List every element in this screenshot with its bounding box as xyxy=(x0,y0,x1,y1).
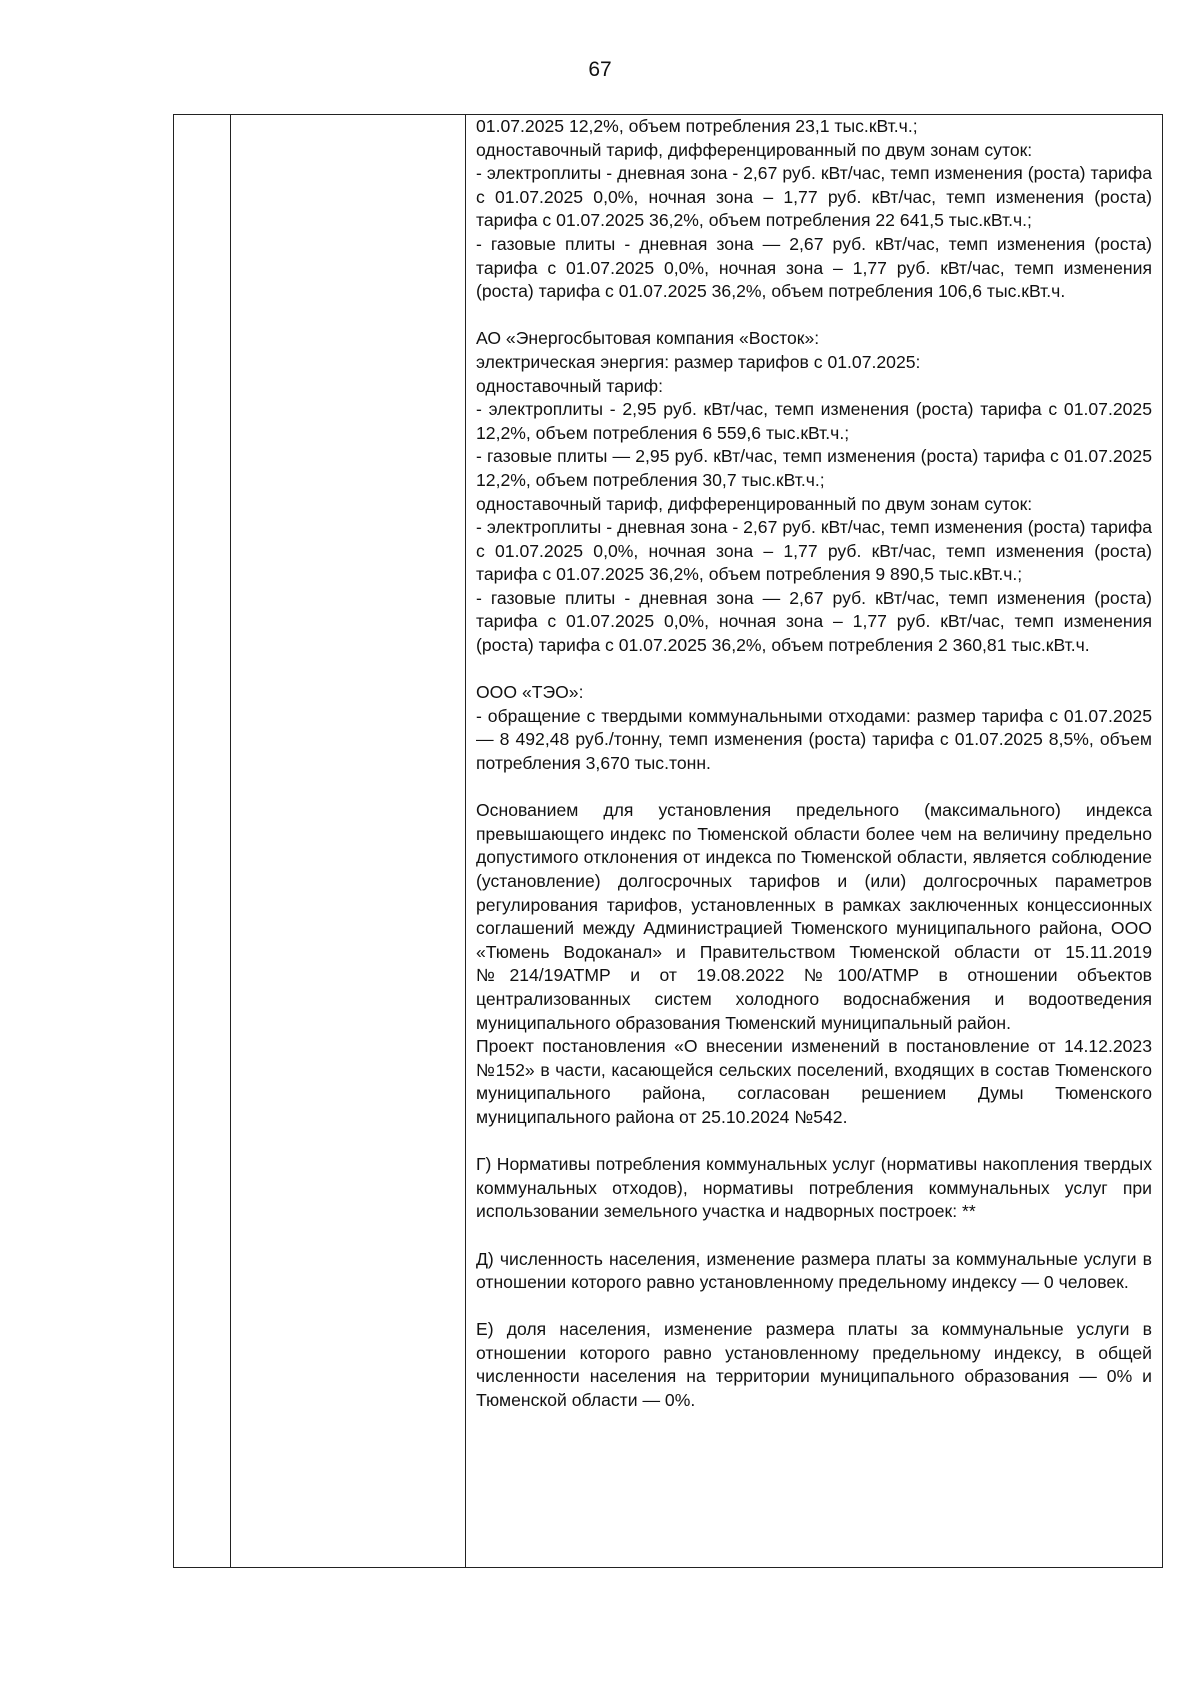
text-line: 01.07.2025 12,2%, объем потребления 23,1 тыс.кВт.ч.; xyxy=(476,116,918,136)
text-line: АО «Энергосбытовая компания «Восток»: xyxy=(476,328,820,349)
text-block-basis xyxy=(476,799,1152,1129)
text-block-e-share xyxy=(476,1318,1152,1412)
text-block-d-population xyxy=(476,1248,1152,1295)
text-block-vostok xyxy=(476,327,1152,657)
text-line: одноставочный тариф, дифференцированный по двум зонам суток: xyxy=(476,493,1033,514)
text-line: - электроплиты - дневная зона - 2,67 руб. кВт/час, темп изменения (роста) тарифа с 01.07.2025 0,0%, ночная зона – 1,77 руб. кВт/час, темп изменения (роста) тарифа с 01.07.2025 36,2%, объем потребления 9 890,5 тыс.кВт.ч.; xyxy=(476,517,1152,585)
text-line: одноставочный тариф, дифференцированный по двум зонам суток: xyxy=(476,139,1033,160)
text-line: - обращение с твердыми коммунальными отходами: размер тарифа с 01.07.2025 — 8 492,48 руб./тонну, темп изменения (роста) тарифа с 01.07.2025 8,5%, объем потребления 3,670 тыс.тонн. xyxy=(476,705,1152,774)
text-line: Д) численность населения, изменение размера платы за коммунальные услуги в отношении которого равно установленному предельному индексу — 0 человек. xyxy=(476,1248,1152,1293)
text-block-tariffs-continued xyxy=(476,115,1152,304)
text-line: - газовые плиты - дневная зона — 2,67 руб. кВт/час, темп изменения (роста) тарифа с 01.07.2025 0,0%, ночная зона – 1,77 руб. кВт/час, темп изменения (роста) тарифа с 01.07.2025 36,2%, объем потребления 2 360,81 тыс.кВт.ч. xyxy=(476,587,1152,656)
table-column-number xyxy=(174,115,231,1567)
text-line: - электроплиты - дневная зона - 2,67 руб. кВт/час, темп изменения (роста) тарифа с 01.07.2025 0,0%, ночная зона – 1,77 руб. кВт/час, темп изменения (роста) тарифа с 01.07.2025 36,2%, объем потребления 22 641,5 тыс.кВт.ч.; xyxy=(476,163,1152,231)
text-line: Г) Нормативы потребления коммунальных услуг (нормативы накопления твердых коммунальных отходов), нормативы потребления коммунальных услуг при использовании земельного участка и надворных построек: ** xyxy=(476,1154,1152,1222)
table-column-name xyxy=(231,115,466,1567)
text-block-g-norms xyxy=(476,1153,1152,1224)
text-line: Проект постановления «О внесении изменений в постановление от 14.12.2023 №152» в части, касающейся сельских поселений, входящих в состав Тюменского муниципального района, согласован решением Думы Тюменского муниципального района от 25.10.2024 №542. xyxy=(476,1036,1152,1127)
text-line: одноставочный тариф: xyxy=(476,375,664,396)
text-line: Е) доля населения, изменение размера платы за коммунальные услуги в отношении которого равно установленному предельному индексу, в общей численности населения на территории муниципального образования — 0% и Тюменской области — 0%. xyxy=(476,1319,1152,1411)
content-table xyxy=(173,114,1163,1568)
text-line: - электроплиты - 2,95 руб. кВт/час, темп изменения (роста) тарифа с 01.07.2025 12,2%, объем потребления 6 559,6 тыс.кВт.ч.; xyxy=(476,399,1152,443)
text-line: - газовые плиты — 2,95 руб. кВт/час, темп изменения (роста) тарифа с 01.07.2025 12,2%, объем потребления 30,7 тыс.кВт.ч.; xyxy=(476,446,1152,490)
text-line: Основанием для установления предельного (максимального) индекса превышающего индекс по Тюменской области более чем на величину предельно допустимого отклонения от индекса по Тюменской области, является соблюдение (установление) долгосрочных тарифов и (или) долгосрочных параметров регулирования тарифов, установленных в рамках заключенных концессионных соглашений между Администрацией Тюменского муниципального района, ООО «Тюмень Водоканал» и Правительством Тюменской области от 15.11.2019 №214/19АТМР и от 19.08.2022 №100/АТМР в отношении объектов централизованных систем холодного водоснабжения и водоотведения муниципального образования Тюменский муниципальный район. xyxy=(476,800,1152,1033)
text-block-teo xyxy=(476,681,1152,775)
table-column-content xyxy=(466,115,1162,1567)
page-number: 67 xyxy=(588,58,612,81)
text-line: - газовые плиты - дневная зона — 2,67 руб. кВт/час, темп изменения (роста) тарифа с 01.07.2025 0,0%, ночная зона – 1,77 руб. кВт/час, темп изменения (роста) тарифа с 01.07.2025 36,2%, объем потребления 106,6 тыс.кВт.ч. xyxy=(476,233,1152,302)
text-line: электрическая энергия: размер тарифов с 01.07.2025: xyxy=(476,351,921,372)
text-line: ООО «ТЭО»: xyxy=(476,682,584,703)
